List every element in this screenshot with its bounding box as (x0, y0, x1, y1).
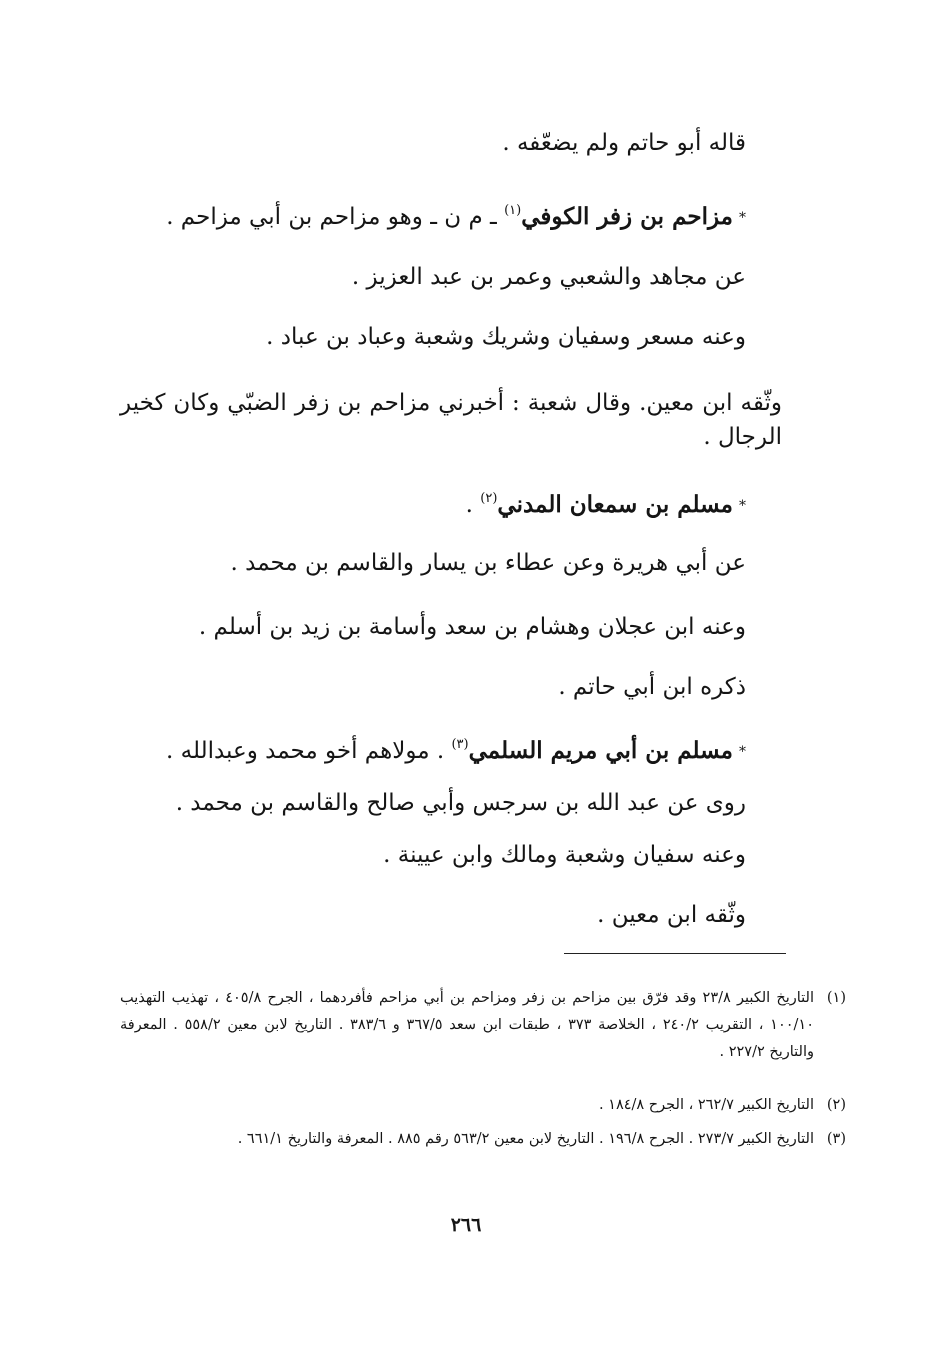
entry-heading (120, 484, 746, 521)
footnote-text: التاريخ الكبير ٢٦٢/٧ ، الجرح ١٨٤/٨ . (598, 1097, 814, 1113)
text-line: وثّقه ابن معين . (597, 902, 746, 928)
entry-rest: . مولاهم أخو محمد وعبدالله . (166, 738, 452, 764)
entry-marker: * (739, 744, 746, 760)
footnote-ref: (٢) (480, 491, 498, 506)
footnote-ref: (١) (504, 203, 522, 218)
narrator-name: مسلم بن سمعان المدني (497, 491, 733, 518)
footnote-ref: (٣) (451, 737, 469, 752)
entry-heading (120, 730, 746, 767)
footnote-number: (٣) (826, 1131, 846, 1147)
entry-rest: . (465, 492, 481, 518)
footnote-number: (٢) (826, 1097, 846, 1113)
text-line: وعنه ابن عجلان وهشام بن سعد وأسامة بن زيد بن أسلم . (198, 614, 746, 640)
footnote-text: التاريخ الكبير ٢٧٣/٧ . الجرح ١٩٦/٨ . التاريخ لابن معين ٥٦٣/٢ رقم ٨٨٥ . المعرفة والتاريخ ٦٦١/١ . (237, 1131, 814, 1147)
text-line: عن مجاهد والشعبي وعمر بن عبد العزيز . (351, 264, 746, 290)
text-paragraph: وثّقه ابن معين. وقال شعبة : أخبرني مزاحم بن زفر الضبّي وكان كخير الرجال . (120, 390, 782, 450)
footnote (120, 1092, 846, 1119)
text-line: قاله أبو حاتم ولم يضعّفه . (502, 130, 746, 156)
text-line: ذكره ابن أبي حاتم . (558, 674, 746, 700)
entry-marker: * (739, 498, 746, 514)
text-line: وعنه مسعر وسفيان وشريك وشعبة وعباد بن عباد . (266, 324, 746, 350)
footnote (120, 985, 846, 1066)
page-number: ٢٦٦ (450, 1214, 482, 1236)
narrator-name: مزاحم بن زفر الكوفي (521, 203, 733, 230)
entry-rest: ـ م ن ـ وهو مزاحم بن أبي مزاحم . (166, 204, 505, 230)
text-line: وعنه سفيان وشعبة ومالك وابن عيينة . (383, 842, 746, 868)
text-line: عن أبي هريرة وعن عطاء بن يسار والقاسم بن محمد . (230, 550, 746, 576)
footnote (120, 1126, 846, 1153)
footnote-text: التاريخ الكبير ٢٣/٨ وقد فرّق بين مزاحم بن زفر ومزاحم بن أبي مزاحم فأفردهما ، الجرح ٤٠٥/٨ ، تهذيب التهذيب ١٠٠/١٠ ، التقريب ٢٤٠/٢ ، الخلاصة ٣٧٣ ، طبقات ابن سعد ٣٦٧/٥ و ٣٨٣/٦ . التاريخ لابن معين ٥٥٨/٢ . المعرفة والتاريخ ٢٢٧/٢ . (120, 990, 814, 1060)
footnote-number: (١) (826, 990, 846, 1006)
entry-marker: * (739, 210, 746, 226)
narrator-name: مسلم بن أبي مريم السلمي (468, 737, 733, 764)
text-line: روى عن عبد الله بن سرجس وأبي صالح والقاسم بن محمد . (175, 790, 746, 816)
entry-heading (120, 196, 746, 233)
footnote-divider (564, 953, 786, 954)
